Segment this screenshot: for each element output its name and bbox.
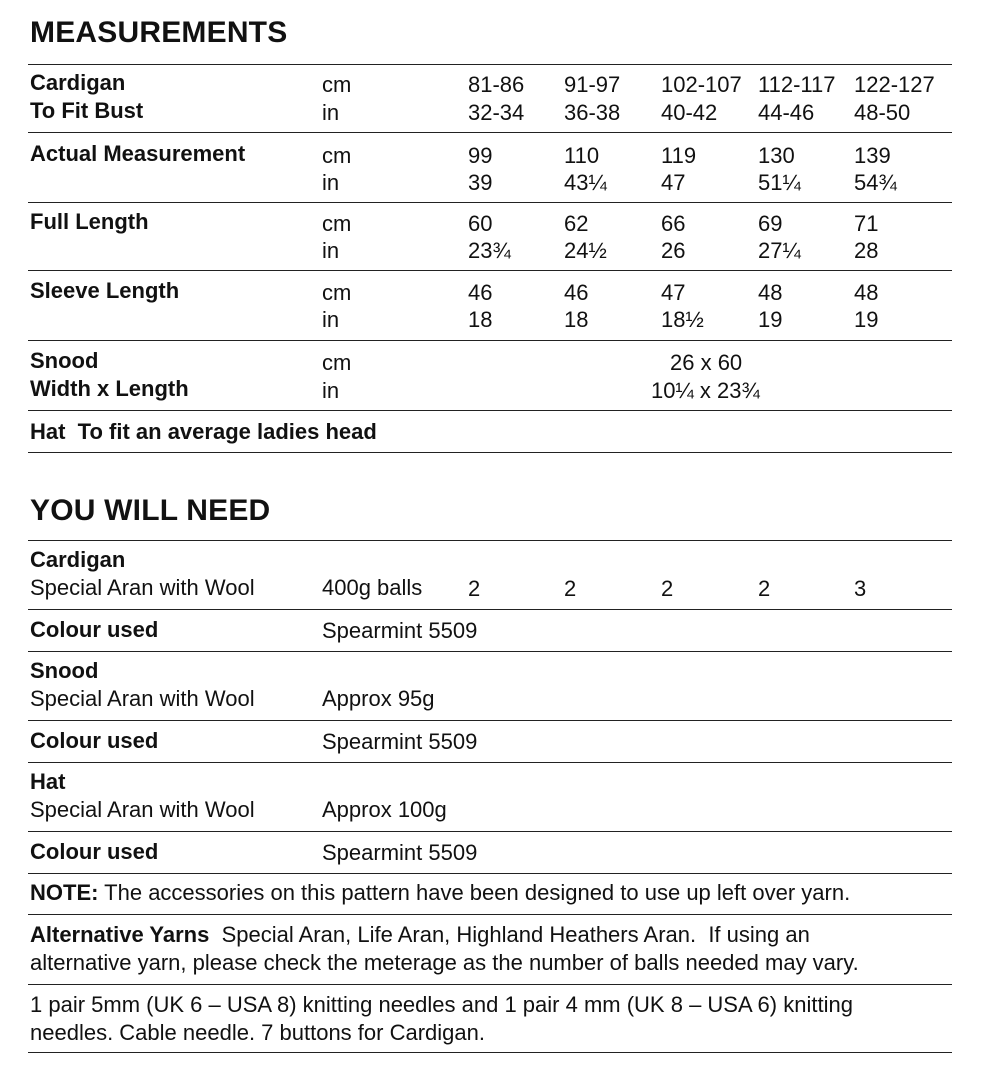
snood-title: Snood — [30, 658, 99, 683]
hat-yarn: Special Aran with Wool — [30, 797, 255, 822]
to-fit-bust-label: To Fit Bust — [30, 98, 144, 123]
snood-colour-label: Colour used — [30, 728, 159, 753]
snood-label: Snood — [30, 348, 99, 373]
bust-in-value: 48-50 — [854, 100, 911, 125]
actual-cm-value: 119 — [661, 143, 697, 168]
unit-in: in — [322, 238, 340, 263]
bust-in-value: 44-46 — [758, 100, 815, 125]
bust-cm-value: 91-97 — [564, 72, 621, 97]
sleeve-in-value: 18 — [468, 307, 493, 332]
full-length-in-value: 23¾ — [468, 238, 511, 263]
unit-cm: cm — [322, 143, 352, 168]
divider — [28, 132, 952, 133]
divider — [28, 651, 952, 652]
cardigan-colour: Spearmint 5509 — [322, 618, 478, 643]
cardigan-balls-value: 2 — [758, 576, 771, 601]
full-length-cm-value: 66 — [661, 211, 686, 236]
cardigan-balls-value: 2 — [661, 576, 674, 601]
divider — [28, 202, 952, 203]
hat-colour: Spearmint 5509 — [322, 840, 478, 865]
needles-line1: 1 pair 5mm (UK 6 – USA 8) knitting needles and 1 pair 4 mm (UK 8 – USA 6) knitting — [30, 992, 853, 1017]
actual-cm-value: 130 — [758, 143, 795, 168]
alt-yarns-label: Alternative Yarns — [30, 922, 210, 947]
full-length-cm-value: 60 — [468, 211, 493, 236]
full-length-cm-value: 62 — [564, 211, 589, 236]
cardigan-label: Cardigan — [30, 70, 126, 95]
full-length-in-value: 27¼ — [758, 238, 801, 263]
unit-cm: cm — [322, 211, 352, 236]
sleeve-cm-value: 48 — [758, 280, 783, 305]
divider — [28, 1052, 952, 1053]
snood-cm-value: 26 x 60 — [670, 350, 743, 375]
bust-cm-value: 81-86 — [468, 72, 525, 97]
alternative-yarns — [30, 922, 810, 948]
full-length-in-value: 28 — [854, 238, 879, 263]
sleeve-in-value: 18 — [564, 307, 589, 332]
bust-cm-value: 112-117 — [758, 72, 836, 97]
divider — [28, 720, 952, 721]
divider — [28, 452, 952, 453]
sleeve-in-value: 18½ — [661, 307, 704, 332]
actual-in-value: 54¾ — [854, 170, 897, 195]
width-length-label: Width x Length — [30, 376, 189, 401]
full-length-cm-value: 69 — [758, 211, 783, 236]
sleeve-length-label: Sleeve Length — [30, 278, 180, 303]
alt-yarns-line2: alternative yarn, please check the meterage as the number of balls needed may vary. — [30, 950, 859, 975]
divider — [28, 609, 952, 610]
bust-in-value: 40-42 — [661, 100, 718, 125]
sleeve-in-value: 19 — [758, 307, 783, 332]
cardigan-colour-label: Colour used — [30, 617, 159, 642]
cardigan-balls-value: 2 — [564, 576, 577, 601]
cardigan-title: Cardigan — [30, 547, 126, 572]
divider — [28, 762, 952, 763]
bust-cm-value: 102-107 — [661, 72, 742, 97]
divider — [28, 270, 952, 271]
actual-cm-value: 139 — [854, 143, 891, 168]
sleeve-cm-value: 47 — [661, 280, 686, 305]
hat-colour-label: Colour used — [30, 839, 159, 864]
divider — [28, 340, 952, 341]
divider — [28, 984, 952, 985]
hat-title: Hat — [30, 769, 66, 794]
divider — [28, 410, 952, 411]
cardigan-balls-value: 3 — [854, 576, 867, 601]
sleeve-in-value: 19 — [854, 307, 879, 332]
divider — [28, 914, 952, 915]
hat-amount: Approx 100g — [322, 797, 447, 822]
snood-in-value: 10¼ x 23¾ — [651, 378, 760, 403]
unit-in: in — [322, 307, 340, 332]
you-will-need-heading: YOU WILL NEED — [30, 494, 271, 527]
actual-in-value: 47 — [661, 170, 686, 195]
actual-in-value: 43¼ — [564, 170, 607, 195]
actual-cm-value: 110 — [564, 143, 600, 168]
actual-in-value: 51¼ — [758, 170, 801, 195]
bust-in-value: 32-34 — [468, 100, 525, 125]
full-length-label: Full Length — [30, 209, 149, 234]
hat-fit-label: Hat To fit an average ladies head — [30, 419, 377, 444]
snood-amount: Approx 95g — [322, 686, 435, 711]
actual-cm-value: 99 — [468, 143, 493, 168]
divider — [28, 831, 952, 832]
full-length-in-value: 24½ — [564, 238, 607, 263]
needles-line2: needles. Cable needle. 7 buttons for Cardigan. — [30, 1020, 485, 1045]
cardigan-balls-value: 2 — [468, 576, 481, 601]
bust-cm-value: 122-127 — [854, 72, 935, 97]
unit-cm: cm — [322, 280, 352, 305]
snood-yarn: Special Aran with Wool — [30, 686, 255, 711]
snood-colour: Spearmint 5509 — [322, 729, 478, 754]
note-text: The accessories on this pattern have been designed to use up left over yarn. — [98, 880, 851, 905]
cardigan-ball-unit: 400g balls — [322, 575, 423, 600]
actual-measurement-label: Actual Measurement — [30, 141, 246, 166]
full-length-in-value: 26 — [661, 238, 686, 263]
divider — [28, 873, 952, 874]
sleeve-cm-value: 46 — [468, 280, 493, 305]
alt-yarns-text: Special Aran, Life Aran, Highland Heathers Aran. If using an — [209, 922, 810, 947]
full-length-cm-value: 71 — [854, 211, 879, 236]
divider — [28, 540, 952, 541]
sleeve-cm-value: 48 — [854, 280, 879, 305]
unit-cm: cm — [322, 350, 352, 375]
actual-in-value: 39 — [468, 170, 493, 195]
unit-cm: cm — [322, 72, 352, 97]
unit-in: in — [322, 378, 340, 403]
cardigan-yarn: Special Aran with Wool — [30, 575, 255, 600]
unit-in: in — [322, 100, 340, 125]
note-label: NOTE: — [30, 880, 99, 905]
unit-in: in — [322, 170, 340, 195]
note — [30, 880, 850, 906]
bust-in-value: 36-38 — [564, 100, 621, 125]
measurements-heading: MEASUREMENTS — [30, 16, 288, 49]
divider — [28, 64, 952, 65]
sleeve-cm-value: 46 — [564, 280, 589, 305]
